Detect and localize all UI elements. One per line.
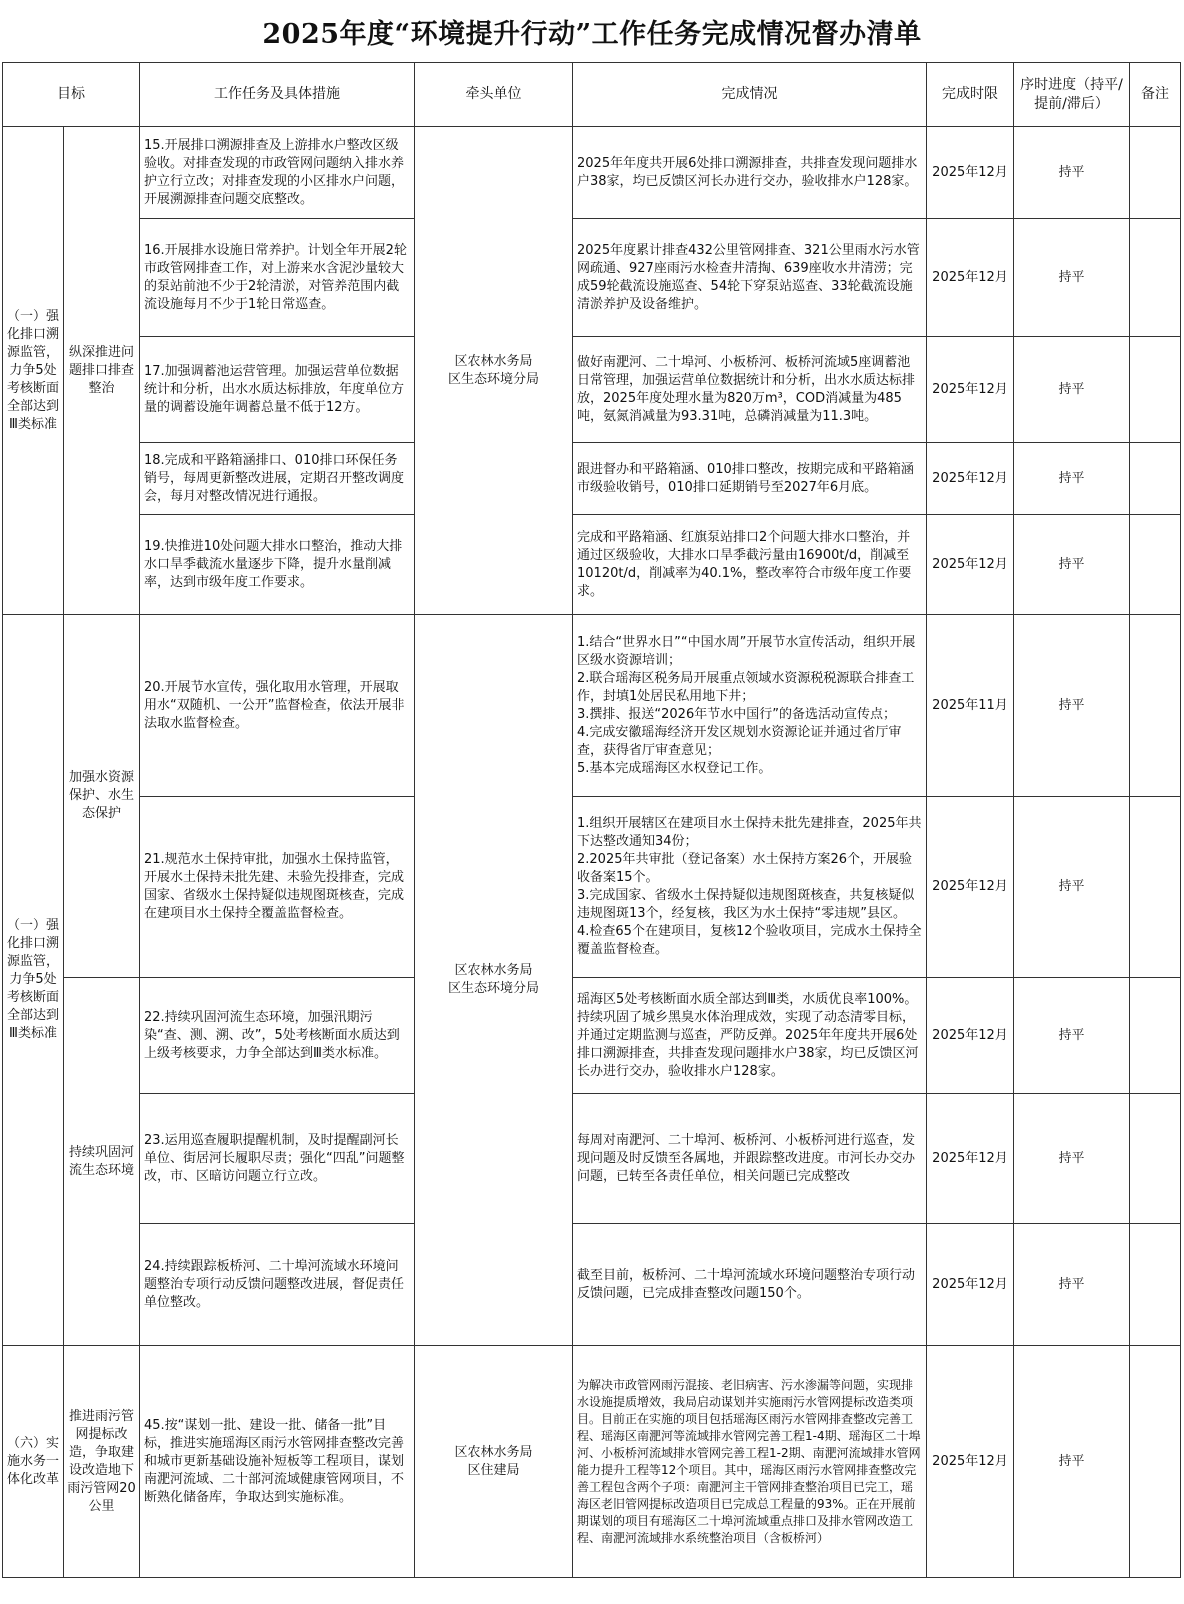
deadline-cell: 2025年12月	[927, 978, 1014, 1094]
task-cell: 20.开展节水宣传，强化取用水管理，开展取用水“双随机、一公开”监督检查，依法开展非法取水监督检查。	[140, 615, 415, 797]
remark-cell	[1130, 978, 1181, 1094]
progress-cell: 持平	[1014, 337, 1130, 443]
lead-unit-text: 区农林水务局 区生态环境分局	[447, 963, 539, 996]
status-cell	[573, 797, 927, 978]
task-cell: 16.开展排水设施日常养护。计划全年开展2轮市政管网排查工作，对上游来水含泥沙量较大的泵站前池不少于2轮清淤，对管养范围内截流设施每月不少于1轮日常巡查。	[140, 219, 415, 337]
remark-cell	[1130, 127, 1181, 219]
task-cell: 19.快推进10处问题大排水口整治，推动大排水口旱季截流水量逐步下降，提升水量削减率，达到市级年度工作要求。	[140, 515, 415, 615]
progress-cell: 持平	[1014, 615, 1130, 797]
table-row	[3, 797, 1181, 978]
header-row	[3, 63, 1181, 127]
progress-cell: 持平	[1014, 1346, 1130, 1578]
deadline-cell: 2025年12月	[927, 797, 1014, 978]
subgoal-cell: 推进雨污管网提标改造，争取建设改造地下雨污管网20公里	[64, 1346, 140, 1578]
task-cell: 17.加强调蓄池运营管理。加强运营单位数据统计和分析，出水水质达标排放，年度单位方量的调蓄设施年调蓄总量不低于12方。	[140, 337, 415, 443]
subgoal-cell: 纵深推进问题排口排查整治	[64, 127, 140, 615]
task-cell: 23.运用巡查履职提醒机制，及时提醒副河长单位、街居河长履职尽责；强化“四乱”问题整改，市、区暗访问题立行立改。	[140, 1094, 415, 1224]
status-line: 1.结合“世界水日”“中国水周”开展节水宣传活动，组织开展区级水资源培训；	[577, 634, 916, 668]
progress-cell: 持平	[1014, 797, 1130, 978]
status-line: 4.检查65个在建项目，复核12个验收项目，完成水土保持全覆盖监督检查。	[577, 924, 922, 957]
task-cell: 24.持续跟踪板桥河、二十埠河流域水环境问题整治专项行动反馈问题整改进展，督促责任单位整改。	[140, 1224, 415, 1346]
status-cell: 做好南淝河、二十埠河、小板桥河、板桥河流域5座调蓄池日常管理，加强运营单位数据统计和分析，出水水质达标排放，2025年度处理水量为820万m³，COD消减量为485吨，氨氮消减量为93.31吨，总磷消减量为11.3吨。	[573, 337, 927, 443]
status-cell: 为解决市政管网雨污混接、老旧病害、污水渗漏等问题，实现排水设施提质增效，我局启动谋划并实施雨污水管网提标改造类项目。目前正在实施的项目包括瑶海区雨污水管网排查整改完善工程、瑶海区南淝河等流域排水管网完善工程1-4期、瑶海区二十埠河、小板桥河流域排水管网完善工程1-2期、南淝河流域排水管网能力提升工程等12个项目。其中，瑶海区雨污水管网排查整改完善工程包含两个子项：南淝河主干管网排查整治项目已完工，瑶海区老旧管网提标改造项目已完成总工程量的93%。正在开展前期谋划的项目有瑶海区二十埠河流域重点排口及排水管网改造工程、南淝河流域排水系统整治项目（含板桥河）	[573, 1346, 927, 1578]
deadline-cell: 2025年12月	[927, 443, 1014, 515]
header-goal: 目标	[3, 63, 140, 127]
task-cell: 21.规范水土保持审批，加强水土保持监管，开展水土保持未批先建、未验先投排查，完成国家、省级水土保持疑似违规图斑核查，完成在建项目水土保持全覆盖监督检查。	[140, 797, 415, 978]
status-cell: 截至目前，板桥河、二十埠河流域水环境问题整治专项行动反馈问题，已完成排查整改问题150个。	[573, 1224, 927, 1346]
progress-cell: 持平	[1014, 127, 1130, 219]
progress-cell: 持平	[1014, 978, 1130, 1094]
task-cell: 45.按“谋划一批、建设一批、储备一批”目标，推进实施瑶海区雨污水管网排查整改完善和城市更新基础设施补短板等工程项目，谋划南淝河流域、二十部河流域健康管网项目，不断熟化储备库，争取达到实施标准。	[140, 1346, 415, 1578]
remark-cell	[1130, 1224, 1181, 1346]
remark-cell	[1130, 615, 1181, 797]
progress-cell: 持平	[1014, 443, 1130, 515]
lead-unit-text: 区农林水务局 区生态环境分局	[447, 353, 539, 387]
status-line: 2.联合瑶海区税务局开展重点领域水资源税税源联合排查工作，封填1处居民私用地下井；	[577, 670, 915, 704]
table-row	[3, 219, 1181, 337]
remark-cell	[1130, 1346, 1181, 1578]
header-deadline: 完成时限	[927, 63, 1014, 127]
progress-cell: 持平	[1014, 1224, 1130, 1346]
status-cell: 瑶海区5处考核断面水质全部达到Ⅲ类，水质优良率100%。持续巩固了城乡黑臭水体治理成效，实现了动态清零目标，并通过定期监测与巡查，严防反弹。2025年年度共开展6处排口溯源排查，共排查发现问题排水户38家，均已反馈区河长办进行交办，验收排水户128家。	[573, 978, 927, 1094]
goal-cell: （一）强化排口溯源监管，力争5处考核断面全部达到Ⅲ类标准	[3, 127, 64, 615]
status-cell: 2025年年度共开展6处排口溯源排查，共排查发现问题排水户38家，均已反馈区河长办进行交办，验收排水户128家。	[573, 127, 927, 219]
remark-cell	[1130, 515, 1181, 615]
subgoal-cell: 加强水资源保护、水生态保护	[64, 615, 140, 978]
table-row	[3, 515, 1181, 615]
deadline-cell: 2025年12月	[927, 127, 1014, 219]
deadline-cell: 2025年12月	[927, 337, 1014, 443]
lead-unit-cell	[415, 127, 573, 615]
table-row	[3, 443, 1181, 515]
task-cell: 15.开展排口溯源排查及上游排水户整改区级验收。对排查发现的市政管网问题纳入排水养护立行立改；对排查发现的小区排水户问题，开展溯源排查问题交底整改。	[140, 127, 415, 219]
goal-cell: （一）强化排口溯源监管，力争5处考核断面全部达到Ⅲ类标准	[3, 615, 64, 1346]
deadline-cell: 2025年12月	[927, 1224, 1014, 1346]
lead-unit-cell	[415, 615, 573, 1346]
header-task: 工作任务及具体措施	[140, 63, 415, 127]
remark-cell	[1130, 443, 1181, 515]
header-progress: 序时进度（持平/提前/滞后）	[1014, 63, 1130, 127]
status-cell: 每周对南淝河、二十埠河、板桥河、小板桥河进行巡查，发现问题及时反馈至各属地，并跟踪整改进度。市河长办交办问题，已转至各责任单位，相关问题已完成整改	[573, 1094, 927, 1224]
header-lead: 牵头单位	[415, 63, 573, 127]
task-cell: 18.完成和平路箱涵排口、010排口环保任务销号，每周更新整改进展，定期召开整改调度会，每月对整改情况进行通报。	[140, 443, 415, 515]
progress-cell: 持平	[1014, 1094, 1130, 1224]
status-cell: 完成和平路箱涵、红旗泵站排口2个问题大排水口整治，并通过区级验收，大排水口旱季截污量由16900t/d，削减至10120t/d，削减率为40.1%，整改率符合市级年度工作要求。	[573, 515, 927, 615]
table-row	[3, 1346, 1181, 1578]
status-line: 2.2025年共审批（登记备案）水土保持方案26个，开展验收备案15个。	[577, 852, 913, 885]
progress-cell: 持平	[1014, 219, 1130, 337]
deadline-cell: 2025年11月	[927, 615, 1014, 797]
table-row	[3, 1094, 1181, 1224]
status-line: 3.撰排、报送“2026年节水中国行”的备选活动宣传点；	[577, 706, 896, 722]
deadline-cell: 2025年12月	[927, 1346, 1014, 1578]
goal-cell: （六）实施水务一体化改革	[3, 1346, 64, 1578]
progress-cell: 持平	[1014, 515, 1130, 615]
header-remark: 备注	[1130, 63, 1181, 127]
status-line: 3.完成国家、省级水土保持疑似违规图斑核查，共复核疑似违规图斑13个，经复核，我区为水土保持“零违规”县区。	[577, 888, 915, 921]
table-row	[3, 978, 1181, 1094]
status-line: 4.完成安徽瑶海经济开发区规划水资源论证并通过省厅审查，获得省厅审查意见；	[577, 724, 902, 758]
remark-cell	[1130, 1094, 1181, 1224]
table-row	[3, 127, 1181, 219]
task-cell: 22.持续巩固河流生态环境，加强汛期污染“查、测、溯、改”，5处考核断面水质达到上级考核要求，力争全部达到Ⅲ类水标准。	[140, 978, 415, 1094]
table-row	[3, 615, 1181, 797]
status-line: 1.组织开展辖区在建项目水土保持未批先建排查，2025年共下达整改通知34份；	[577, 816, 922, 849]
status-line: 5.基本完成瑶海区水权登记工作。	[577, 760, 772, 776]
lead-unit-cell	[415, 1346, 573, 1578]
deadline-cell: 2025年12月	[927, 515, 1014, 615]
status-cell	[573, 615, 927, 797]
deadline-cell: 2025年12月	[927, 1094, 1014, 1224]
remark-cell	[1130, 337, 1181, 443]
status-cell: 跟进督办和平路箱涵、010排口整改，按期完成和平路箱涵市级验收销号，010排口延期销号至2027年6月底。	[573, 443, 927, 515]
subgoal-cell: 持续巩固河流生态环境	[64, 978, 140, 1346]
deadline-cell: 2025年12月	[927, 219, 1014, 337]
remark-cell	[1130, 219, 1181, 337]
table-row	[3, 337, 1181, 443]
task-table	[2, 62, 1181, 1578]
status-cell: 2025年度累计排查432公里管网排查、321公里雨水污水管网疏通、927座雨污水检查井清掏、639座收水井清涝；完成59轮截流设施巡查、54轮下穿泵站巡查、33轮截流设施清淤养护及设备维护。	[573, 219, 927, 337]
page-title: 2025年度“环境提升行动”工作任务完成情况督办清单	[262, 18, 922, 50]
table-row	[3, 1224, 1181, 1346]
header-status: 完成情况	[573, 63, 927, 127]
remark-cell	[1130, 797, 1181, 978]
lead-unit-text: 区农林水务局 区住建局	[454, 1444, 533, 1478]
